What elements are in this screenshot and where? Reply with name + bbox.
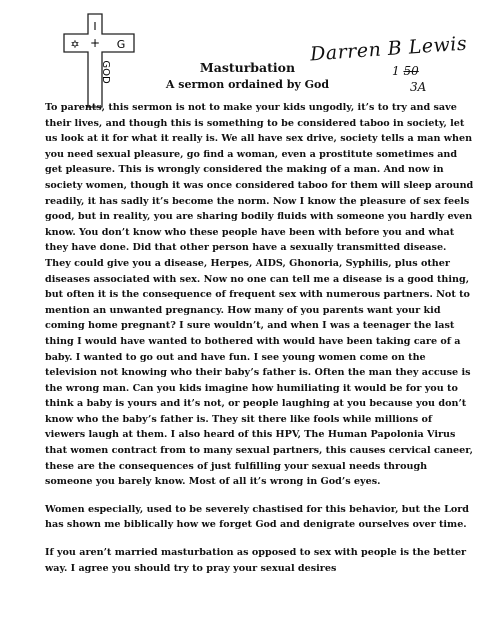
cross-bottom-word: GOD: [100, 60, 111, 84]
cross-top-letter: I: [93, 20, 97, 33]
grade-annotation-line1: [392, 64, 419, 78]
handwritten-signature: Darren B Lewis: [309, 32, 468, 66]
body-paragraph-1: To parents, this sermon is not to make your kids ungodly, it’s to try and save their lives, and though this is something to be considered taboo in society, let us look at it for what it really is. We all have sex drive, society tells a man when you need sexual pleasure, go find a woman, even a prostitute sometimes and get pleasure. This is wrongly considered the making of a man. And now in society women, though it was once considered taboo for them will sleep around readily, it has sadly it’s become the norm. Now I know the pleasure of sex feels good, but in reality, you are sharing bodily fluids with someone you hardly even know. You don’t know who these people have been with before you and what they have done. Did that other person have a sexually transmitted disease. They could give you a disease, Herpes, AIDS, Ghonoria, Syphilis, plus other diseases associated with sex. Now no one can tell me a disease is a good thing, but often it is the consequence of frequent sex with numerous partners. Not to mention an unwanted pregnancy. How many of you parents want your kid coming home pregnant? I sure wouldn’t, and when I was a teenager the last thing I would have wanted to bothered with would have been taking care of a baby. I wanted to go out and have fun. I see young women come on the television not knowing who their baby’s father is. Often the man they accuse is the wrong man. Can you kids imagine how humiliating it would be for you to think a baby is yours and it’s not, or people laughing at you because you don’t know who the baby’s father is. They sit there like fools while millions of viewers laugh at them. I also heard of this HPV, The Human Papolonia Virus that women contract from to many sexual partners, this causes cervical caneer, these are the consequences of just fulfilling your sexual needs through someone you barely know. Most of all it’s wrong in God’s eyes.: [45, 102, 474, 488]
body-paragraph-3: If you aren’t married masturbation as opposed to sex with people is the better way. I agree you should try to pray your sexual desires: [45, 547, 467, 574]
page-title: Masturbation: [199, 60, 296, 75]
body-paragraph-2: Women especially, used to be severely chastised for this behavior, but the Lord has shown me biblically how we forget God and denigrate ourselves over time.: [45, 503, 470, 531]
grade-number: 1: [392, 64, 400, 78]
grade-annotation-line2: 3A: [410, 80, 427, 94]
cross-right-letter: G: [116, 38, 126, 51]
grade-struck-number: 50: [403, 64, 419, 78]
page-subtitle: A sermon ordained by God: [165, 78, 330, 91]
cross-center-mark: +: [89, 36, 101, 50]
sermon-body: [45, 100, 475, 576]
star-of-david-icon: ✡: [70, 38, 80, 51]
